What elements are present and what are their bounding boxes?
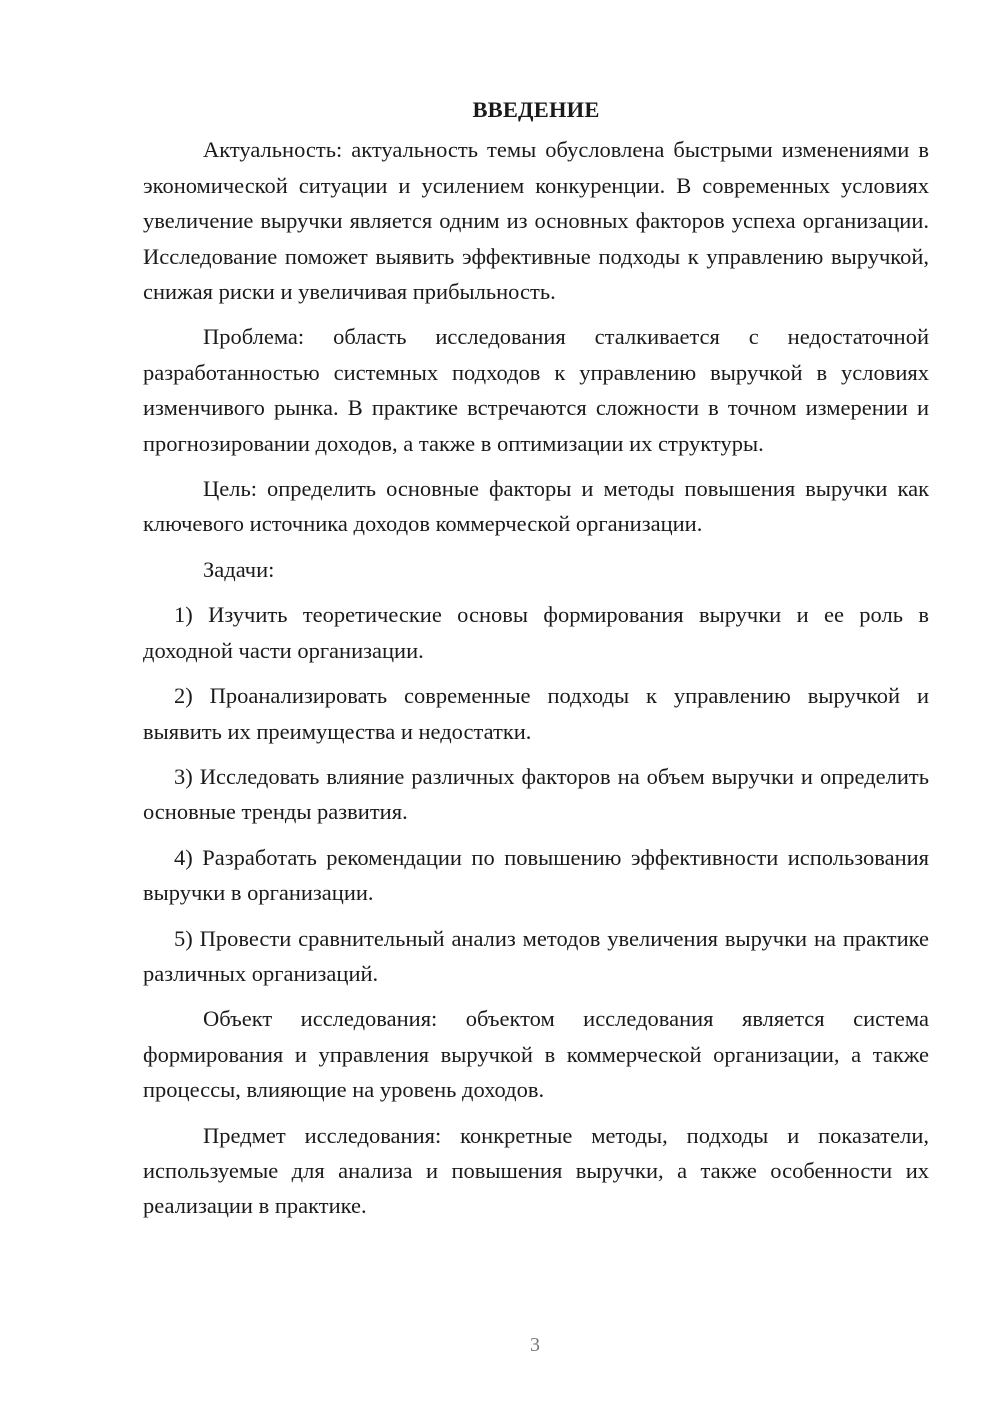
page-number: 3 (530, 1334, 540, 1356)
subject-paragraph: Предмет исследования: конкретные методы, подходы и показатели, используемые для анализа и повышения выручки, а также особенности их реализации в практике. (143, 1122, 929, 1219)
task-item: 5) Провести сравнительный анализ методов увеличения выручки на практике различных организаций. (143, 925, 929, 986)
goal-paragraph: Цель: определить основные факторы и методы повышения выручки как ключевого источника доходов коммерческой организации. (143, 476, 929, 537)
object-paragraph: Объект исследования: объектом исследования является система формирования и управления выручкой в коммерческой организации, а также процессы, влияющие на уровень доходов. (143, 1006, 929, 1103)
task-item: 4) Разработать рекомендации по повышению эффективности использования выручки в организации. (143, 844, 929, 906)
task-item: 2) Проанализировать современные подходы к управлению выручкой и выявить их преимущества и недостатки. (143, 683, 929, 744)
problem-paragraph: Проблема: область исследования сталкивается с недостаточной разработанностью системных подходов к управлению выручкой в условиях изменчивого рынка. В практике встречаются сложности в точном измерении и прогнозировании доходов, а также в оптимизации их структуры. (143, 324, 929, 456)
relevance-paragraph: Актуальность: актуальность темы обусловлена быстрыми изменениями в экономической ситуации и усилением конкуренции. В современных условиях увеличение выручки является одним из основных факторов успеха организации. Исследование поможет выявить эффективные подходы к управлению выручкой, снижая риски и увеличивая прибыльность. (143, 137, 929, 305)
section-title: ВВЕДЕНИЕ (472, 97, 600, 122)
page-content (143, 92, 929, 1234)
task-item: 3) Исследовать влияние различных факторов на объем выручки и определить основные тренды развития. (143, 763, 929, 825)
task-item: 1) Изучить теоретические основы формирования выручки и ее роль в доходной части организации. (143, 602, 929, 663)
tasks-heading: Задачи: (203, 556, 275, 582)
